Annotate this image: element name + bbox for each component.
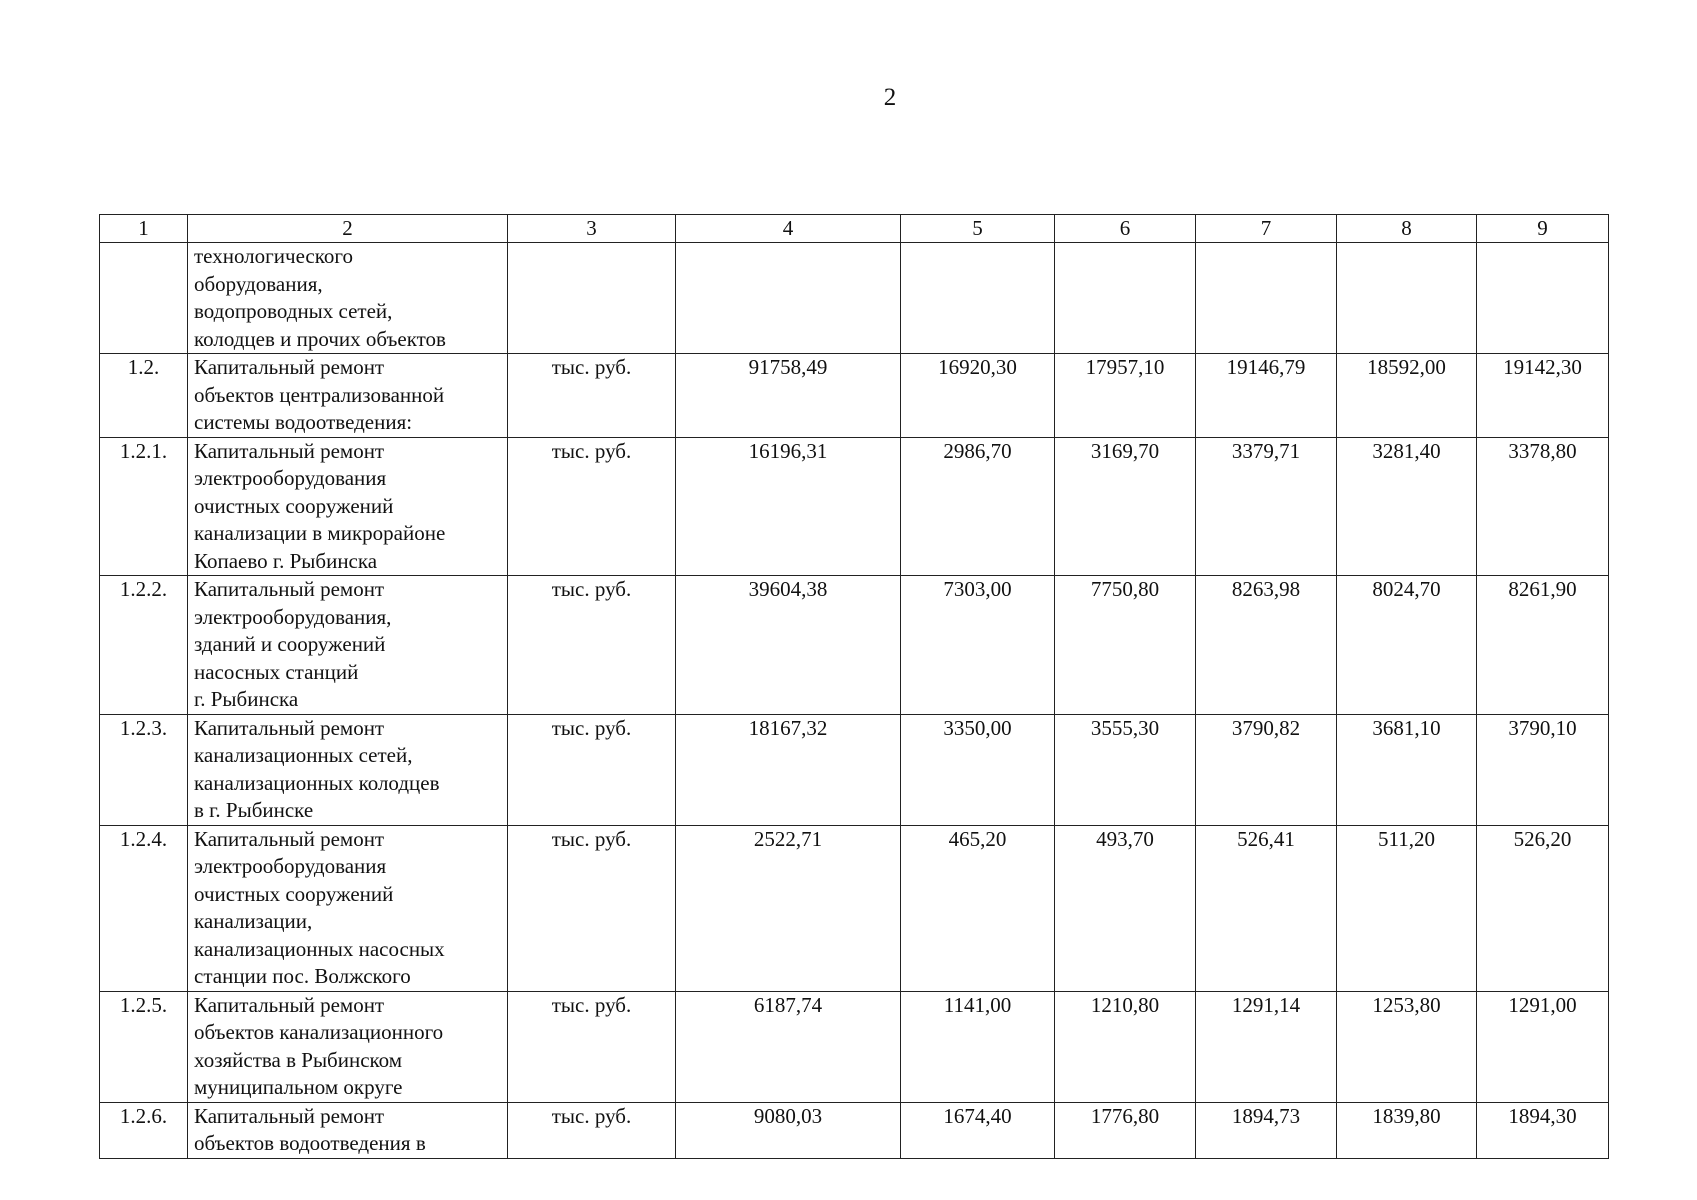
row-number: 1.2.2. bbox=[100, 576, 188, 715]
item-name-line: очистных сооружений bbox=[194, 493, 394, 518]
item-name-line: электрооборудования bbox=[194, 854, 387, 878]
item-name-line: канализационных насосных bbox=[194, 936, 445, 961]
table-row bbox=[100, 576, 1609, 715]
value-cell: 493,70 bbox=[1055, 825, 1196, 991]
unit-cell: тыс. руб. bbox=[508, 991, 676, 1102]
value-cell: 1210,80 bbox=[1055, 991, 1196, 1102]
column-header: 8 bbox=[1337, 215, 1477, 243]
value-cell: 3378,80 bbox=[1477, 437, 1609, 576]
table-row bbox=[100, 714, 1609, 825]
item-name-line: водопроводных сетей, bbox=[194, 299, 393, 323]
value-cell: 526,41 bbox=[1196, 825, 1337, 991]
value-cell: 3379,71 bbox=[1196, 437, 1337, 576]
value-cell: 8263,98 bbox=[1196, 576, 1337, 715]
value-cell: 3281,40 bbox=[1337, 437, 1477, 576]
value-cell: 16196,31 bbox=[676, 437, 901, 576]
item-name-line: колодцев и прочих объектов bbox=[194, 326, 446, 351]
row-number: 1.2.5. bbox=[100, 991, 188, 1102]
item-name-line: г. Рыбинска bbox=[194, 687, 299, 711]
row-number: 1.2.3. bbox=[100, 714, 188, 825]
column-header: 5 bbox=[901, 215, 1055, 243]
item-name-line: оборудования, bbox=[194, 271, 323, 296]
value-cell: 3555,30 bbox=[1055, 714, 1196, 825]
item-name-line: канализации, bbox=[194, 909, 313, 933]
value-cell: 6187,74 bbox=[676, 991, 901, 1102]
column-header: 3 bbox=[508, 215, 676, 243]
item-name-line: электрооборудования bbox=[194, 466, 387, 490]
item-name-line: насосных станций bbox=[194, 659, 359, 684]
value-cell bbox=[1055, 243, 1196, 354]
item-name-line: Капитальный ремонт bbox=[194, 577, 385, 601]
value-cell bbox=[1337, 243, 1477, 354]
value-cell bbox=[901, 243, 1055, 354]
item-name bbox=[188, 576, 508, 715]
item-name-line: Копаево г. Рыбинска bbox=[194, 548, 378, 573]
item-name bbox=[188, 991, 508, 1102]
unit-cell: тыс. руб. bbox=[508, 354, 676, 438]
item-name bbox=[188, 243, 508, 354]
item-name-line: в г. Рыбинске bbox=[194, 798, 314, 822]
value-cell: 3681,10 bbox=[1337, 714, 1477, 825]
item-name-line: станции пос. Волжского bbox=[194, 964, 411, 988]
row-number: 1.2.6. bbox=[100, 1102, 188, 1158]
program-costs-table bbox=[99, 214, 1609, 1159]
value-cell: 8024,70 bbox=[1337, 576, 1477, 715]
value-cell: 91758,49 bbox=[676, 354, 901, 438]
column-header: 6 bbox=[1055, 215, 1196, 243]
unit-cell bbox=[508, 243, 676, 354]
column-header: 1 bbox=[100, 215, 188, 243]
value-cell: 1776,80 bbox=[1055, 1102, 1196, 1158]
table-row bbox=[100, 354, 1609, 438]
value-cell: 1894,30 bbox=[1477, 1102, 1609, 1158]
row-number: 1.2.4. bbox=[100, 825, 188, 991]
item-name-line: Капитальный ремонт bbox=[194, 715, 385, 740]
column-header: 2 bbox=[188, 215, 508, 243]
header-row bbox=[100, 215, 1609, 243]
value-cell: 1291,14 bbox=[1196, 991, 1337, 1102]
item-name-line: системы водоотведения: bbox=[194, 410, 413, 434]
value-cell: 465,20 bbox=[901, 825, 1055, 991]
unit-cell: тыс. руб. bbox=[508, 1102, 676, 1158]
value-cell: 16920,30 bbox=[901, 354, 1055, 438]
unit-cell: тыс. руб. bbox=[508, 714, 676, 825]
item-name-line: Капитальный ремонт bbox=[194, 438, 385, 463]
item-name-line: технологического bbox=[194, 244, 353, 268]
value-cell: 1894,73 bbox=[1196, 1102, 1337, 1158]
value-cell: 9080,03 bbox=[676, 1102, 901, 1158]
column-header: 9 bbox=[1477, 215, 1609, 243]
value-cell: 3790,82 bbox=[1196, 714, 1337, 825]
column-header: 4 bbox=[676, 215, 901, 243]
table-body bbox=[100, 243, 1609, 1159]
value-cell: 511,20 bbox=[1337, 825, 1477, 991]
item-name-line: канализационных сетей, bbox=[194, 743, 413, 767]
value-cell: 3790,10 bbox=[1477, 714, 1609, 825]
table-row bbox=[100, 243, 1609, 354]
item-name bbox=[188, 1102, 508, 1158]
value-cell: 7303,00 bbox=[901, 576, 1055, 715]
value-cell: 7750,80 bbox=[1055, 576, 1196, 715]
item-name-line: хозяйства в Рыбинском bbox=[194, 1047, 403, 1072]
table-row bbox=[100, 991, 1609, 1102]
item-name-line: Капитальный ремонт bbox=[194, 355, 385, 379]
page-number: 2 bbox=[883, 84, 897, 111]
value-cell: 39604,38 bbox=[676, 576, 901, 715]
unit-cell: тыс. руб. bbox=[508, 576, 676, 715]
item-name bbox=[188, 354, 508, 438]
value-cell: 18167,32 bbox=[676, 714, 901, 825]
item-name-line: очистных сооружений bbox=[194, 881, 394, 906]
value-cell: 19142,30 bbox=[1477, 354, 1609, 438]
value-cell: 18592,00 bbox=[1337, 354, 1477, 438]
table-row bbox=[100, 825, 1609, 991]
value-cell: 3169,70 bbox=[1055, 437, 1196, 576]
value-cell: 2522,71 bbox=[676, 825, 901, 991]
value-cell: 1674,40 bbox=[901, 1102, 1055, 1158]
value-cell: 1291,00 bbox=[1477, 991, 1609, 1102]
item-name-line: муниципальном округе bbox=[194, 1075, 403, 1099]
value-cell bbox=[676, 243, 901, 354]
item-name-line: Капитальный ремонт bbox=[194, 992, 385, 1017]
item-name-line: объектов централизованной bbox=[194, 382, 445, 407]
value-cell: 1141,00 bbox=[901, 991, 1055, 1102]
value-cell: 2986,70 bbox=[901, 437, 1055, 576]
row-number: 1.2. bbox=[100, 354, 188, 438]
table-row bbox=[100, 1102, 1609, 1158]
value-cell: 1253,80 bbox=[1337, 991, 1477, 1102]
value-cell: 8261,90 bbox=[1477, 576, 1609, 715]
unit-cell: тыс. руб. bbox=[508, 437, 676, 576]
value-cell: 526,20 bbox=[1477, 825, 1609, 991]
value-cell bbox=[1477, 243, 1609, 354]
value-cell: 1839,80 bbox=[1337, 1102, 1477, 1158]
unit-cell: тыс. руб. bbox=[508, 825, 676, 991]
value-cell: 17957,10 bbox=[1055, 354, 1196, 438]
item-name-line: канализации в микрорайоне bbox=[194, 521, 446, 545]
row-number: 1.2.1. bbox=[100, 437, 188, 576]
item-name-line: Капитальный ремонт bbox=[194, 826, 385, 851]
value-cell: 3350,00 bbox=[901, 714, 1055, 825]
item-name-line: Капитальный ремонт bbox=[194, 1103, 385, 1128]
value-cell bbox=[1196, 243, 1337, 354]
column-header: 7 bbox=[1196, 215, 1337, 243]
item-name bbox=[188, 825, 508, 991]
item-name bbox=[188, 437, 508, 576]
item-name-line: объектов водоотведения в bbox=[194, 1131, 426, 1155]
row-number bbox=[100, 243, 188, 354]
value-cell: 19146,79 bbox=[1196, 354, 1337, 438]
item-name-line: канализационных колодцев bbox=[194, 770, 440, 795]
table-row bbox=[100, 437, 1609, 576]
item-name-line: объектов канализационного bbox=[194, 1020, 444, 1044]
item-name-line: зданий и сооружений bbox=[194, 632, 386, 656]
item-name-line: электрооборудования, bbox=[194, 604, 392, 629]
item-name bbox=[188, 714, 508, 825]
